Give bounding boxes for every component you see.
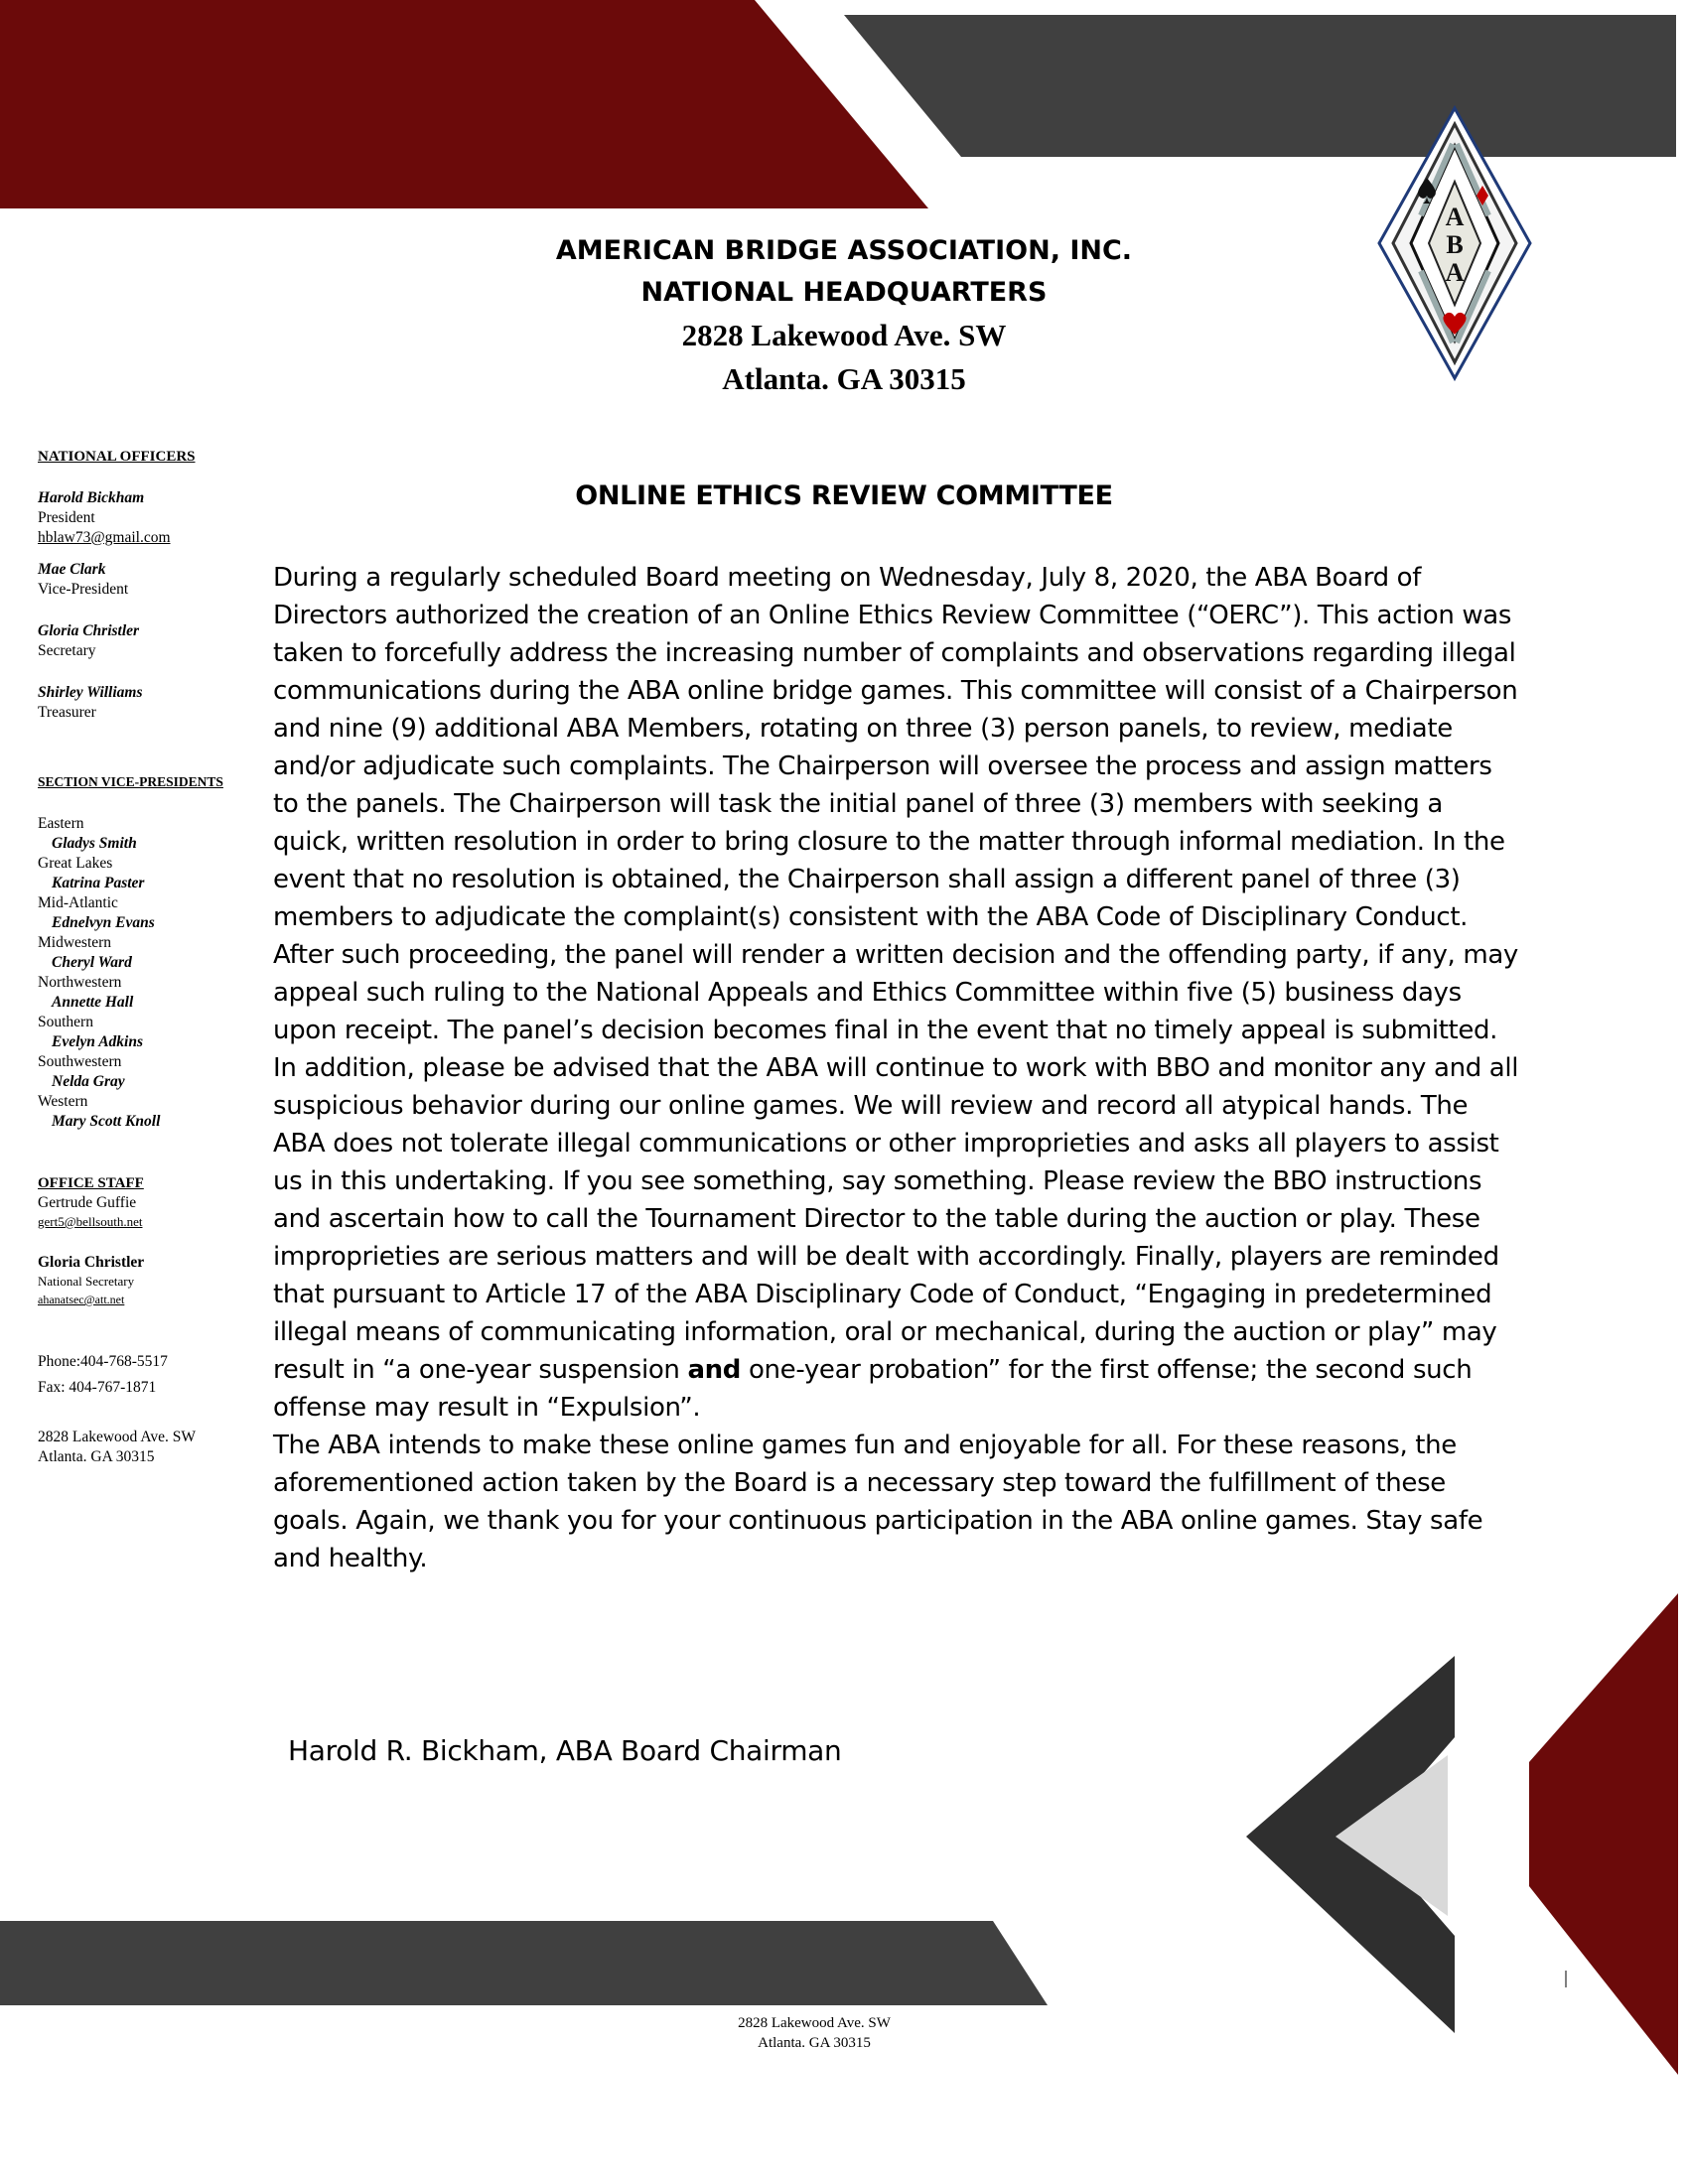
signature: Harold R. Bickham, ABA Board Chairman xyxy=(288,1734,842,1767)
secretary-title: National Secretary xyxy=(38,1274,135,1289)
section-region: Midwestern xyxy=(38,934,112,951)
officer-role: Treasurer xyxy=(38,704,96,721)
officer-name: Mae Clark xyxy=(38,561,106,578)
staff-email-link[interactable]: gert5@bellsouth.net xyxy=(38,1214,143,1229)
section-vp-name: Katrina Paster xyxy=(52,875,145,891)
footer-street: 2828 Lakewood Ave. SW xyxy=(738,2015,891,2031)
officer-role: Secretary xyxy=(38,642,96,659)
hq-street: 2828 Lakewood Ave. SW xyxy=(681,318,1007,352)
letter-body xyxy=(273,559,1519,1577)
officer-name: Gloria Christler xyxy=(38,622,140,639)
phone-number: Phone:404-768-5517 xyxy=(38,1353,168,1370)
officers-heading: NATIONAL OFFICERS xyxy=(38,449,196,465)
sidebar xyxy=(38,447,266,1467)
section-vp-name: Nelda Gray xyxy=(52,1073,125,1090)
fax-number: Fax: 404-767-1871 xyxy=(38,1379,157,1396)
body-paragraph: The ABA intends to make these online games fun and enjoyable for all. For these reasons, the aforementioned action taken by the Board is a necessary step toward the fulfillment of these goals. Again, we thank you for your continuous participation in the ABA online games. Stay safe and healthy. xyxy=(273,1431,1483,1573)
section-region: Mid-Atlantic xyxy=(38,894,118,911)
section-region: Western xyxy=(38,1093,88,1110)
right-maroon-banner xyxy=(1529,1593,1678,2075)
officer-role: Vice-President xyxy=(38,581,129,598)
officer-name: Shirley Williams xyxy=(38,684,143,701)
hq-label: NATIONAL HEADQUARTERS xyxy=(640,277,1048,308)
section-vp-name: Cheryl Ward xyxy=(52,954,132,971)
body-paragraph: During a regularly scheduled Board meeting on Wednesday, July 8, 2020, the ABA Board of Directors authorized the creation of an Online Ethics Review Committee (“OERC”). This action was taken to forcefully address the increasing number of complaints and observations regarding illegal communications during the ABA online bridge games. This committee will consist of a Chairperson and nine (9) additional ABA Members, rotating on three (3) person panels, to review, mediate and/or adjudicate such complaints. The Chairperson will oversee the process and assign matters to the panels. The Chairperson will task the initial panel of three (3) members with seeking a quick, written resolution in order to bring closure to the matter through informal mediation. In the event that no resolution is obtained, the Chairperson shall assign a different panel of three (3) members to adjudicate the complaint(s) consistent with the ABA Code of Disciplinary Conduct. After such proceeding, the panel will render a written decision and the offending party, if any, may appeal such ruling to the National Appeals and Ethics Committee within five (5) business days upon receipt. The panel’s decision becomes final in the event that no timely appeal is submitted. xyxy=(273,563,1518,1045)
officer-name: Harold Bickham xyxy=(38,489,145,506)
aba-logo xyxy=(1375,104,1534,382)
hq-city: Atlanta. GA 30315 xyxy=(722,361,966,396)
page-title: ONLINE ETHICS REVIEW COMMITTEE xyxy=(575,480,1113,511)
secretary-name: Gloria Christler xyxy=(38,1254,145,1271)
section-vp-name: Gladys Smith xyxy=(52,835,137,852)
org-name: AMERICAN BRIDGE ASSOCIATION, INC. xyxy=(555,235,1133,266)
footer-city: Atlanta. GA 30315 xyxy=(758,2035,871,2051)
staff-heading: OFFICE STAFF xyxy=(38,1175,144,1191)
top-maroon-banner xyxy=(0,0,928,208)
section-region: Southern xyxy=(38,1014,93,1030)
logo-letter-1: A xyxy=(1445,203,1465,231)
logo-letter-3: A xyxy=(1445,258,1465,287)
section-region: Northwestern xyxy=(38,974,122,991)
office-street: 2828 Lakewood Ave. SW xyxy=(38,1429,196,1445)
section-region: Great Lakes xyxy=(38,855,113,872)
top-gray-banner xyxy=(844,15,1676,157)
section-vp-name: Evelyn Adkins xyxy=(52,1033,144,1050)
vp-heading: SECTION VICE-PRESIDENTS xyxy=(38,774,223,789)
bottom-gray-banner xyxy=(0,1921,1048,2005)
section-vp-name: Annette Hall xyxy=(52,994,134,1011)
footer-address xyxy=(635,2013,993,2053)
logo-letter-2: B xyxy=(1446,230,1464,259)
section-vp-name: Mary Scott Knoll xyxy=(52,1113,161,1130)
president-email-link[interactable]: hblaw73@gmail.com xyxy=(38,529,171,546)
body-paragraph xyxy=(273,1049,1519,1427)
body-text-segment: In addition, please be advised that the ABA will continue to work with BBO and monitor any and all suspicious behavior during our online games. We will review and record all atypical hands. The ABA does not tolerate illegal communications or other improprieties and asks all players to assist us in this undertaking. If you see something, say something. Please review the BBO instructions and ascertain how to call the Tournament Director to the table during the auction or play. These improprieties are serious matters and will be dealt with accordingly. Finally, players are reminded that pursuant to Article 17 of the ABA Disciplinary Code of Conduct, “Engaging in predetermined illegal means of communicating information, oral or mechanical, during the auction or play” may result in “a one-year suspension xyxy=(273,1053,1519,1385)
staff-name: Gertrude Guffie xyxy=(38,1194,137,1211)
secretary-email-link[interactable]: ahanatsec@att.net xyxy=(38,1293,125,1306)
body-text-segment: one-year probation” for the first offense; the second such offense may result in “Expulsion”. xyxy=(273,1355,1473,1423)
officer-role: President xyxy=(38,509,95,526)
body-emphasis: and xyxy=(687,1355,742,1385)
section-region: Southwestern xyxy=(38,1053,122,1070)
office-city: Atlanta. GA 30315 xyxy=(38,1448,155,1465)
section-region: Eastern xyxy=(38,815,84,832)
section-vp-name: Ednelvyn Evans xyxy=(52,914,155,931)
